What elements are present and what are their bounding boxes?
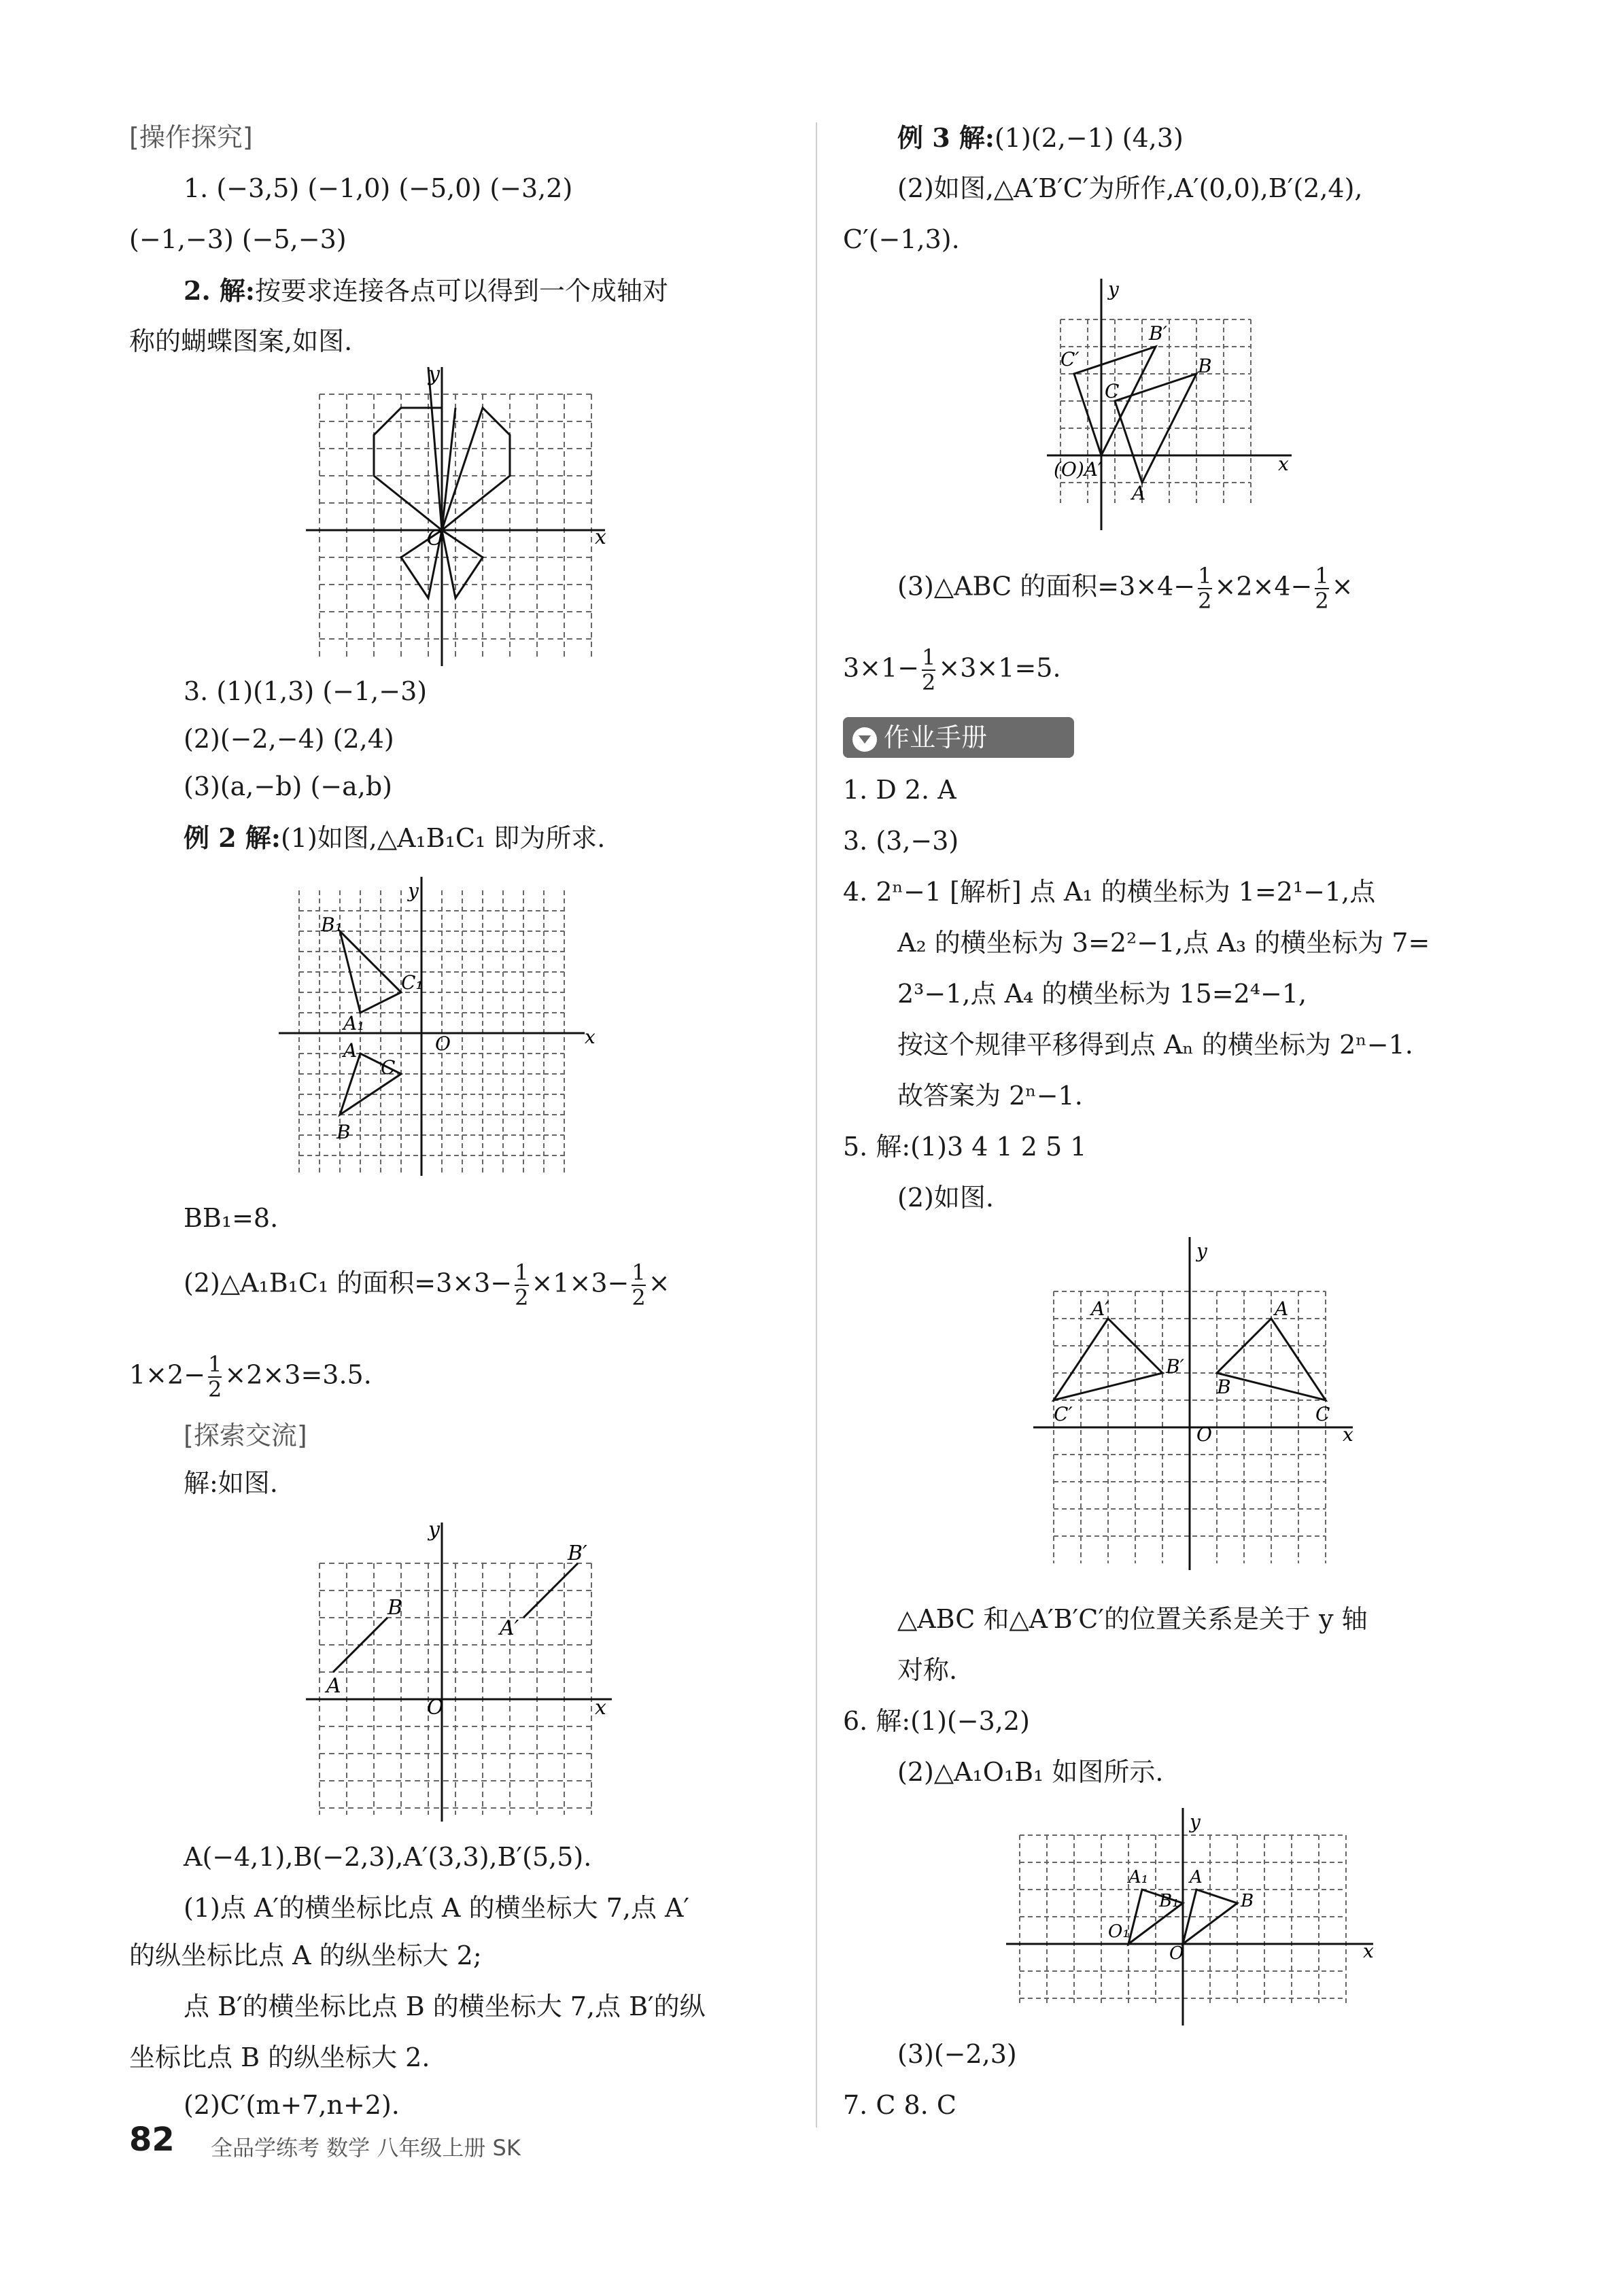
label-a-prime: A′ xyxy=(500,1616,519,1640)
axis-y-label: y xyxy=(408,880,419,902)
label-b: B xyxy=(1241,1891,1254,1911)
label-b1: B₁ xyxy=(1159,1891,1179,1911)
label-c-prime: C′ xyxy=(1054,1403,1073,1425)
label-a: A xyxy=(1132,482,1146,504)
hw-6: 6. 解:(1)(−3,2) xyxy=(843,1706,1030,1736)
label-b-prime: B′ xyxy=(568,1542,587,1565)
hw-1-2: 1. D 2. A xyxy=(843,775,956,805)
origin-label: O xyxy=(427,527,444,551)
example-3-figure xyxy=(1047,279,1305,530)
label-b-prime: B′ xyxy=(1166,1355,1184,1378)
label-b-prime: B′ xyxy=(1149,322,1167,345)
example-3-3-cont: 3×1− $\frac{1}{2}$ ×3×1=5. xyxy=(843,644,1061,696)
compare-b-2: 坐标比点 B 的纵坐标大 2. xyxy=(129,2042,430,2072)
axis-x-label: x xyxy=(1278,453,1289,475)
axis-x-label: x xyxy=(595,1696,606,1720)
hw-4-cont-2: 2³−1,点 A₄ 的横坐标为 15=2⁴−1, xyxy=(897,979,1307,1009)
axis-x-label: x xyxy=(1363,1940,1374,1962)
example-3-2: (2)如图,△A′B′C′为所作,A′(0,0),B′(2,4), xyxy=(897,173,1363,203)
label-b: B xyxy=(1217,1376,1231,1398)
label-b: B xyxy=(1198,355,1212,377)
answer-bb1: BB₁=8. xyxy=(184,1203,279,1233)
hw-5: 5. 解:(1)3 4 1 2 5 1 xyxy=(843,1132,1087,1162)
hw-5-conclusion-cont: 对称. xyxy=(897,1655,958,1685)
exchange-solution: 解:如图. xyxy=(184,1468,278,1498)
coordinates-line: A(−4,1),B(−2,3),A′(3,3),B′(5,5). xyxy=(184,1842,592,1872)
answer-1: 1. (−3,5) (−1,0) (−5,0) (−3,2) xyxy=(184,173,573,203)
answer-2-cont: 称的蝴蝶图案,如图. xyxy=(129,326,353,356)
label-c: C xyxy=(1105,380,1120,402)
axis-y-label: y xyxy=(1196,1240,1207,1262)
hw-7-8: 7. C 8. C xyxy=(843,2090,956,2120)
chevron-down-icon xyxy=(852,727,877,752)
example-3: 例 3 解:(1)(2,−1) (4,3) xyxy=(897,122,1184,153)
axis-y-label: y xyxy=(428,1523,440,1542)
hw-4-cont-1: A₂ 的横坐标为 3=2²−1,点 A₃ 的横坐标为 7= xyxy=(897,928,1430,958)
label-c: C xyxy=(381,1056,396,1079)
answer-2: 2. 解:按要求连接各点可以得到一个成轴对 xyxy=(184,275,668,306)
homework-section-badge: 作业手册 xyxy=(843,717,1074,758)
example-3-3: (3)△ABC 的面积=3×4− $\frac{1}{2}$ ×2×4− $\frac{1}{2}$ × xyxy=(897,563,1353,614)
label-c-prime: C′ xyxy=(1060,348,1080,370)
label-a: A xyxy=(1190,1867,1203,1888)
hw-4-cont-3: 按这个规律平移得到点 Aₙ 的横坐标为 2ⁿ−1. xyxy=(897,1030,1413,1060)
page-number: 82 xyxy=(129,2121,175,2159)
hw-5-conclusion: △ABC 和△A′B′C′的位置关系是关于 y 轴 xyxy=(897,1604,1368,1634)
axis-x-label: x xyxy=(595,525,606,549)
section-operation: [操作探究] xyxy=(129,122,253,152)
butterfly-figure xyxy=(306,367,612,666)
hw-3: 3. (3,−3) xyxy=(843,826,959,856)
label-c: C xyxy=(1315,1403,1330,1425)
answer-3-1: 3. (1)(1,3) (−1,−3) xyxy=(184,676,428,706)
hw-6-2: (2)△A₁O₁B₁ 如图所示. xyxy=(897,1757,1164,1787)
label-o1: O₁ xyxy=(1108,1921,1130,1942)
label-o-a-prime: (O)A′ xyxy=(1054,458,1103,481)
hw-5-2: (2)如图. xyxy=(897,1183,994,1213)
label-a: A xyxy=(326,1674,341,1698)
translation-figure xyxy=(306,1523,619,1822)
label-a-prime: A′ xyxy=(1091,1298,1109,1320)
hw-4-cont-4: 故答案为 2ⁿ−1. xyxy=(897,1081,1083,1111)
axis-y-label: y xyxy=(428,367,440,386)
label-a: A xyxy=(343,1039,358,1062)
area-line-1: (2)△A₁B₁C₁ 的面积=3×3− $\frac{1}{2}$ ×1×3− $\frac{1}{2}$ × xyxy=(184,1259,670,1311)
answer-3-3: (3)(a,−b) (−a,b) xyxy=(184,771,393,801)
example-2: 例 2 解:(1)如图,△A₁B₁C₁ 即为所求. xyxy=(184,822,606,853)
section-exchange: [探索交流] xyxy=(184,1421,307,1450)
hw-6-figure xyxy=(1006,1808,1387,2025)
axis-y-label: y xyxy=(1190,1811,1201,1833)
label-b1: B₁ xyxy=(321,914,343,936)
label-a: A xyxy=(1275,1298,1289,1320)
hw-6-3: (3)(−2,3) xyxy=(897,2039,1017,2069)
hw-5-figure xyxy=(1026,1237,1360,1577)
answer-1-cont: (−1,−3) (−5,−3) xyxy=(129,224,347,254)
compare-b-1: 点 B′的横坐标比点 B 的横坐标大 7,点 B′的纵 xyxy=(184,1991,706,2021)
origin-label: O xyxy=(435,1032,451,1055)
area-line-2: 1×2− $\frac{1}{2}$ ×2×3=3.5. xyxy=(129,1351,372,1403)
label-a1: A₁ xyxy=(1128,1867,1149,1888)
label-c1: C₁ xyxy=(401,971,424,994)
label-a1: A₁ xyxy=(343,1012,365,1034)
axis-y-label: y xyxy=(1108,279,1119,300)
answer-c-prime: (2)C′(m+7,n+2). xyxy=(184,2090,400,2120)
footer-text: 全品学练考 数学 八年级上册 SK xyxy=(211,2135,521,2161)
origin-label: O xyxy=(1196,1423,1212,1446)
origin-label: O xyxy=(427,1696,444,1720)
compare-a-2: 的纵坐标比点 A 的纵坐标大 2; xyxy=(129,1941,482,1970)
column-divider xyxy=(816,122,817,2127)
hw-4: 4. 2ⁿ−1 [解析] 点 A₁ 的横坐标为 1=2¹−1,点 xyxy=(843,877,1376,907)
label-b: B xyxy=(337,1121,351,1143)
label-b: B xyxy=(387,1596,403,1620)
compare-a-1: (1)点 A′的横坐标比点 A 的横坐标大 7,点 A′ xyxy=(184,1893,690,1923)
axis-x-label: x xyxy=(1343,1423,1353,1446)
example-2-figure xyxy=(279,877,632,1183)
answer-3-2: (2)(−2,−4) (2,4) xyxy=(184,724,394,754)
axis-x-label: x xyxy=(585,1026,596,1048)
origin-label: O xyxy=(1169,1943,1184,1964)
example-3-2-cont: C′(−1,3). xyxy=(843,224,960,254)
